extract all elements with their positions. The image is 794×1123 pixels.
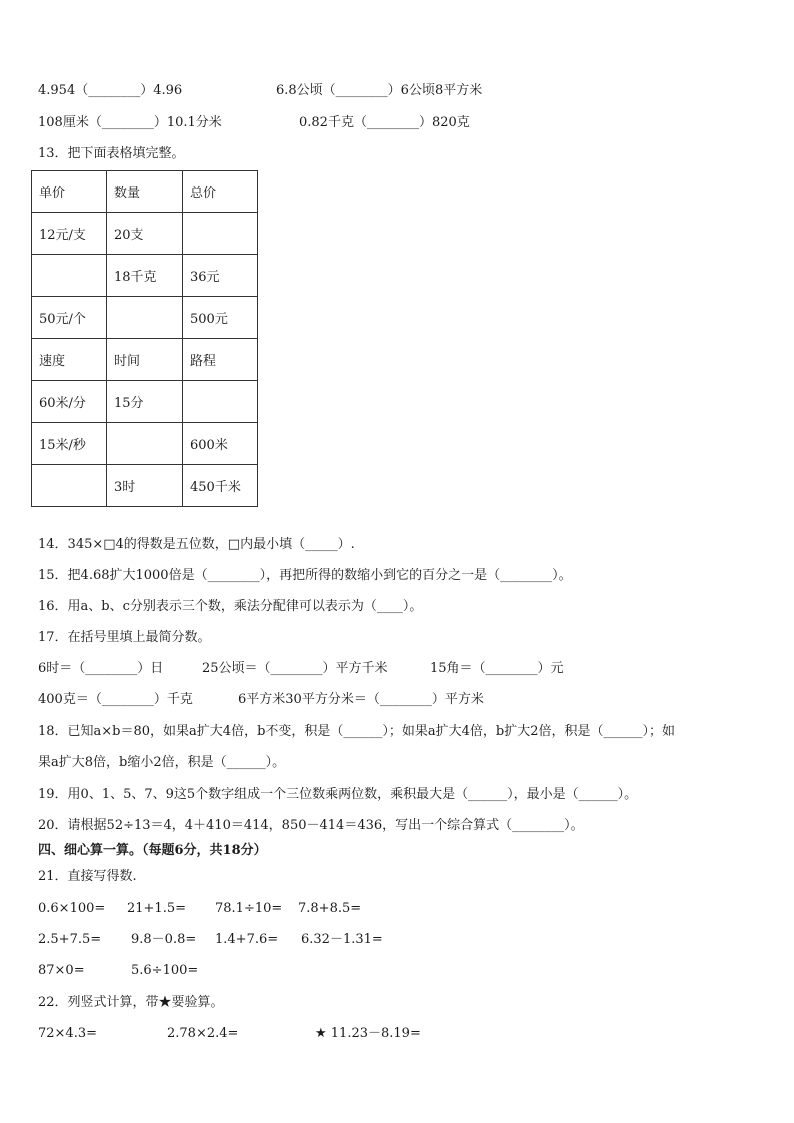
calc-item: 21+1.5=: [127, 901, 187, 916]
compare-item: 4.954（________）4.96: [38, 83, 183, 98]
table-row: [32, 213, 258, 255]
q17-item: 6时＝（________）日: [38, 661, 164, 676]
question-15: 15．把4.68扩大1000倍是（________），再把所得的数缩小到它的百分之一是（________）。: [38, 568, 572, 583]
table-row: [32, 339, 258, 381]
table-cell: 数量: [107, 171, 183, 213]
question-21-title: 21．直接写得数.: [38, 869, 137, 884]
table-row: [32, 381, 258, 423]
question-22-title: 22．列竖式计算，带★要验算。: [38, 995, 224, 1010]
q17-item: 400克＝（________）千克: [38, 692, 193, 707]
question-17-title: 17．在括号里填上最简分数。: [38, 630, 211, 645]
calc-item: 2.5+7.5=: [38, 932, 102, 947]
table-cell: [183, 213, 258, 255]
question-13-title: 13．把下面表格填完整。: [38, 146, 185, 161]
table-cell: 时间: [107, 339, 183, 381]
table-cell: [107, 297, 183, 339]
table-cell: 单价: [32, 171, 107, 213]
table-cell: [183, 381, 258, 423]
table-row: [32, 423, 258, 465]
table-cell: 速度: [32, 339, 107, 381]
table-cell: 50元/个: [32, 297, 107, 339]
question-18-line1: 18．已知a×b＝80，如果a扩大4倍，b不变，积是（______）；如果a扩大4倍，b扩大2倍，积是（______）；如: [38, 724, 676, 739]
table-row: [32, 297, 258, 339]
table-cell: [32, 465, 107, 507]
calc-item: 1.4+7.6=: [215, 932, 279, 947]
question-19: 19．用0、1、5、7、9这5个数字组成一个三位数乘两位数，乘积最大是（______），最小是（______）。: [38, 787, 638, 802]
section-heading: 四、细心算一算。（每题6分，共18分）: [38, 843, 267, 858]
table-cell: [107, 423, 183, 465]
table-cell: 450千米: [183, 465, 258, 507]
table-cell: 总价: [183, 171, 258, 213]
table-cell: 路程: [183, 339, 258, 381]
calc-item: 0.6×100=: [38, 901, 106, 916]
table-cell: 600米: [183, 423, 258, 465]
calc-item: ★ 11.23－8.19=: [315, 1026, 421, 1041]
table-cell: 18千克: [107, 255, 183, 297]
table-cell: 60米/分: [32, 381, 107, 423]
question-20: 20．请根据52÷13＝4，4＋410＝414，850－414＝436，写出一个综合算式（________）。: [38, 818, 584, 833]
calc-item: 7.8+8.5=: [298, 901, 362, 916]
question-16: 16．用a、b、c分别表示三个数，乘法分配律可以表示为（____）。: [38, 599, 423, 614]
table-cell: 500元: [183, 297, 258, 339]
table-cell: 15分: [107, 381, 183, 423]
calc-item: 9.8－0.8=: [131, 932, 197, 947]
question-18-line2: 果a扩大8倍，b缩小2倍，积是（______）。: [38, 755, 286, 770]
table-cell: 15米/秒: [32, 423, 107, 465]
calc-item: 87×0=: [38, 963, 85, 978]
calc-item: 78.1÷10=: [215, 901, 283, 916]
q17-item: 25公顷＝（________）平方千米: [202, 661, 388, 676]
table-cell: 12元/支: [32, 213, 107, 255]
calc-item: 6.32－1.31=: [301, 932, 383, 947]
compare-item: 108厘米（________）10.1分米: [38, 115, 222, 130]
table-row: [32, 255, 258, 297]
table-cell: 3时: [107, 465, 183, 507]
calc-item: 5.6÷100=: [131, 963, 199, 978]
q17-item: 15角＝（________）元: [430, 661, 564, 676]
question-14: 14．345×□4的得数是五位数，□内最小填（_____）.: [38, 537, 355, 552]
table-cell: [32, 255, 107, 297]
table-cell: 20支: [107, 213, 183, 255]
table-row: [32, 465, 258, 507]
fill-table: [31, 170, 258, 507]
compare-item: 6.8公顷（________）6公顷8平方米: [276, 83, 483, 98]
calc-item: 2.78×2.4=: [167, 1026, 239, 1041]
q17-item: 6平方米30平方分米＝（________）平方米: [238, 692, 484, 707]
table-cell: 36元: [183, 255, 258, 297]
compare-item: 0.82千克（________）820克: [299, 115, 470, 130]
calc-item: 72×4.3=: [38, 1026, 98, 1041]
table-row: [32, 171, 258, 213]
